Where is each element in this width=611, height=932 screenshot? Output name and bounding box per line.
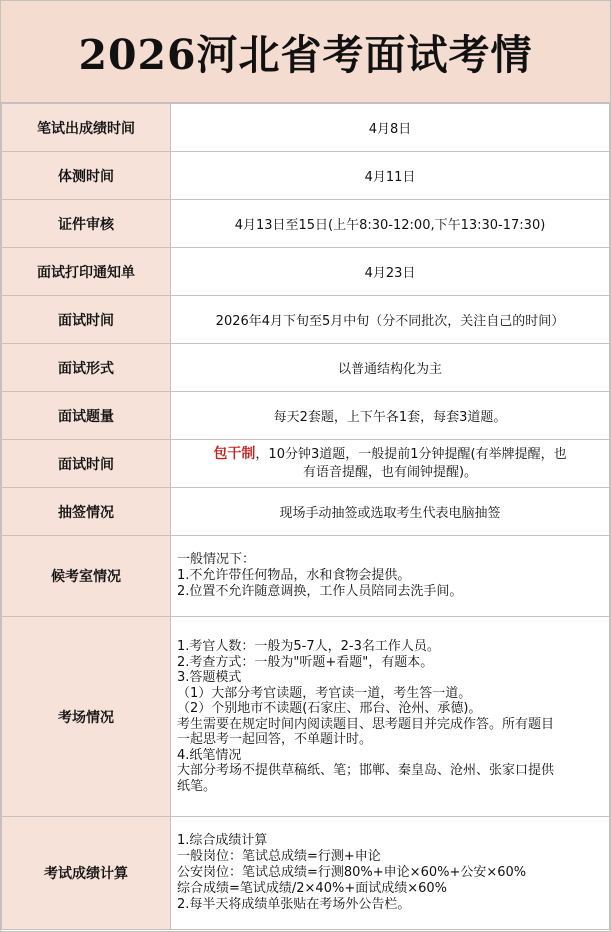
value-line: 一起思考一起回答，不单题计时。 [177, 732, 373, 747]
value-line: （2）个别地市不读题(石家庄、邢台、沧州、承德)。 [177, 701, 482, 716]
row-value [171, 440, 610, 488]
row-value: 4月8日 [171, 104, 610, 152]
row-label: 体测时间 [2, 152, 171, 200]
row-label: 面试题量 [2, 392, 171, 440]
table-row [2, 248, 610, 296]
value-line: 2.考查方式：一般为"听题+看题"，有题本。 [177, 654, 434, 670]
value-line: 大部分考场不提供草稿纸、笔；邯郸、秦皇岛、沧州、张家口提供 [177, 763, 555, 778]
row-label: 候考室情况 [2, 536, 171, 617]
row-label: 考场情况 [2, 617, 171, 817]
row-value [171, 536, 610, 617]
page-title: 2026河北省考面试考情 [78, 31, 533, 79]
row-label: 面试形式 [2, 344, 171, 392]
value-line: ，10分钟3道题，一般提前1分钟提醒(有举牌提醒，也 [255, 447, 567, 462]
value-line: 2.位置不允许随意调换，工作人员陪同去洗手间。 [177, 584, 463, 599]
row-value: 4月23日 [171, 248, 610, 296]
table-row [2, 296, 610, 344]
row-value: 每天2套题，上下午各1套，每套3道题。 [171, 392, 610, 440]
row-value: 4月11日 [171, 152, 610, 200]
table-row [2, 440, 610, 488]
row-label: 考试成绩计算 [2, 817, 171, 930]
value-line: 1.不允许带任何物品，水和食物会提供。 [177, 568, 411, 583]
row-value: 现场手动抽签或选取考生代表电脑抽签 [171, 488, 610, 536]
value-line: 4.纸笔情况 [177, 747, 242, 763]
row-value [171, 617, 610, 817]
row-label: 笔试出成绩时间 [2, 104, 171, 152]
title-bar [1, 1, 610, 103]
value-line: 有语音提醒，也有闹钟提醒)。 [302, 465, 478, 480]
row-value: 2026年4月下旬至5月中旬（分不同批次，关注自己的时间） [171, 296, 610, 344]
value-line: 一般情况下： [177, 552, 256, 567]
table-row [2, 104, 610, 152]
value-line: 纸笔。 [177, 778, 217, 794]
table-row [2, 392, 610, 440]
table-row [2, 344, 610, 392]
value-line: 2.每半天将成绩单张贴在考场外公告栏。 [177, 897, 411, 912]
value-line: 综合成绩=笔试成绩/2×40%+面试成绩×60% [177, 881, 448, 896]
row-label: 面试时间 [2, 296, 171, 344]
value-line: （1）大部分考官读题，考官读一道，考生答一道。 [177, 685, 472, 701]
row-value: 4月13日至15日(上午8:30-12:00,下午13:30-17:30) [171, 200, 610, 248]
value-line: 1.综合成绩计算 [177, 833, 268, 848]
value-line: 考生需要在规定时间内阅读题目、思考题目并完成作答。所有题目 [177, 716, 555, 732]
row-value [171, 817, 610, 930]
highlight-text: 包干制 [213, 446, 256, 462]
table-row [2, 617, 610, 817]
row-label: 面试打印通知单 [2, 248, 171, 296]
table-row [2, 152, 610, 200]
table-row [2, 488, 610, 536]
row-label: 面试时间 [2, 440, 171, 488]
value-line: 一般岗位：笔试总成绩=行测+申论 [177, 849, 381, 864]
row-value: 以普通结构化为主 [171, 344, 610, 392]
table-row [2, 817, 610, 930]
row-label: 证件审核 [2, 200, 171, 248]
value-line: 1.考官人数：一般为5-7人，2-3名工作人员。 [177, 639, 440, 654]
table-row [2, 200, 610, 248]
row-label: 抽签情况 [2, 488, 171, 536]
value-line: 公安岗位：笔试总成绩=行测80%+申论×60%+公安×60% [177, 865, 527, 880]
info-table [1, 103, 610, 930]
value-line: 3.答题模式 [177, 670, 242, 685]
table-row [2, 536, 610, 617]
